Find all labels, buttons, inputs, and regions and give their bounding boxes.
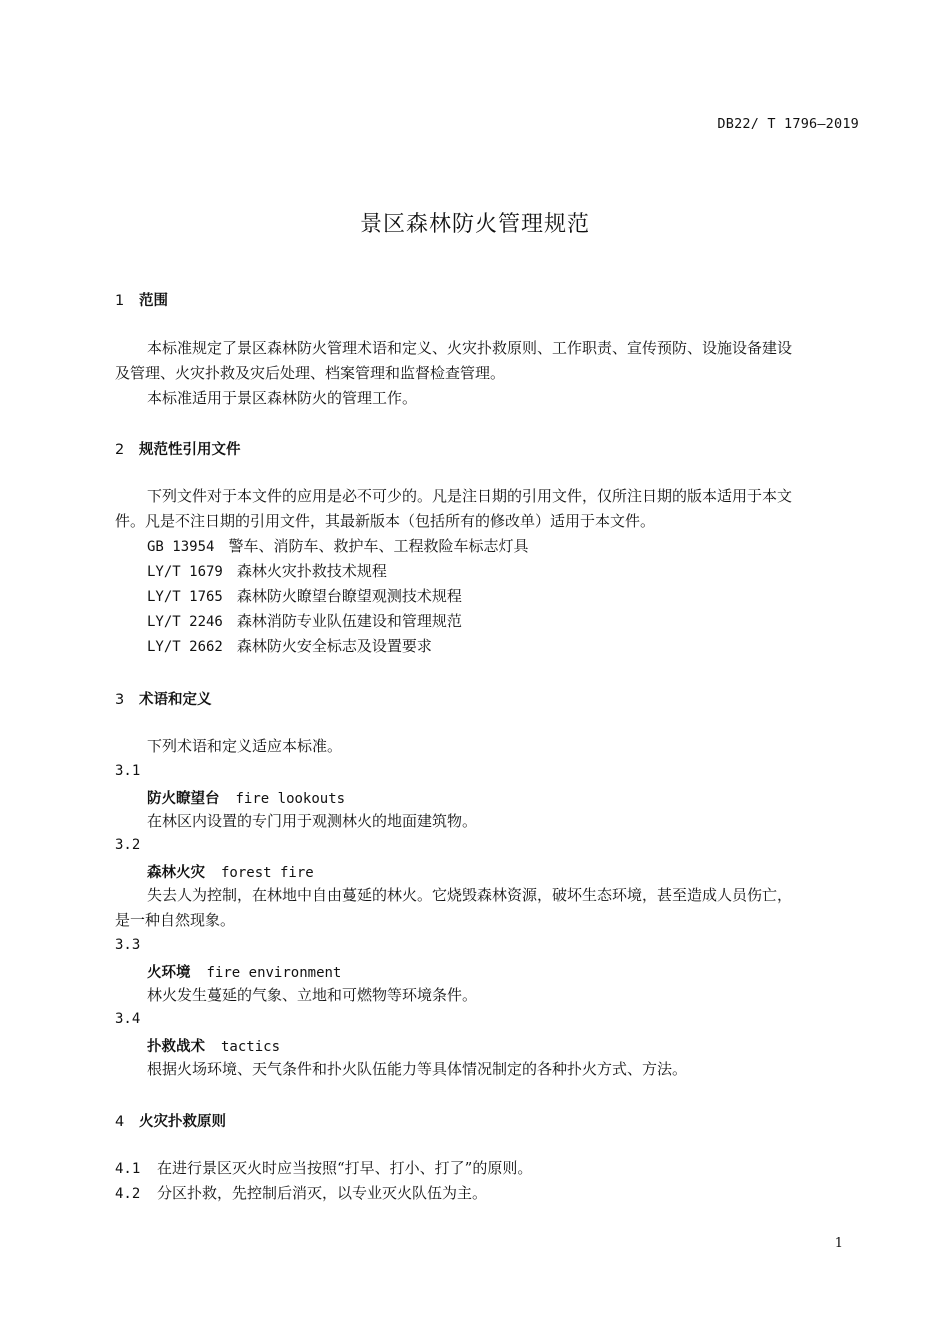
- term-number: 3.4: [115, 1011, 141, 1027]
- definition-line: 根据火场环境、天气条件和扑火队伍能力等具体情况制定的各种扑火方式、方法。: [147, 1060, 688, 1078]
- term-definition: [115, 809, 860, 834]
- term-heading: [147, 861, 314, 882]
- reference-item: [147, 635, 432, 656]
- clause-number: 4.2: [115, 1186, 141, 1202]
- clause-text: 在进行景区灭火时应当按照“打早、打小、打了”的原则。: [157, 1159, 533, 1177]
- section-3-intro: [115, 734, 860, 759]
- term-english: tactics: [221, 1039, 281, 1055]
- section-title: 术语和定义: [139, 692, 212, 708]
- section-title: 规范性引用文件: [139, 442, 241, 458]
- section-2-heading: [115, 438, 241, 459]
- term-heading: [147, 961, 341, 982]
- term-definition: [115, 983, 860, 1008]
- clause-number: 4.1: [115, 1161, 141, 1177]
- reference-item: [147, 610, 462, 631]
- term-heading: [147, 787, 345, 808]
- term-number: 3.2: [115, 837, 141, 853]
- reference-title: 森林消防专业队伍建设和管理规范: [236, 612, 462, 630]
- paragraph-line: 件。凡是不注日期的引用文件，其最新版本（包括所有的修改单）适用于本文件。: [115, 512, 656, 530]
- reference-title: 森林防火安全标志及设置要求: [236, 637, 432, 655]
- reference-code: LY/T 1765: [147, 589, 223, 605]
- section-title: 火灾扑救原则: [139, 1114, 226, 1130]
- clause-item: [115, 1182, 487, 1203]
- definition-line: 在林区内设置的专门用于观测林火的地面建筑物。: [147, 812, 478, 830]
- paragraph-line: 下列术语和定义适应本标准。: [147, 737, 343, 755]
- reference-item: [147, 560, 387, 581]
- clause-text: 分区扑救，先控制后消灭，以专业灭火队伍为主。: [157, 1184, 488, 1202]
- reference-item: [147, 535, 528, 556]
- reference-item: [147, 585, 462, 606]
- reference-title: 森林防火瞭望台瞭望观测技术规程: [236, 587, 462, 605]
- page-number: 1: [834, 1236, 843, 1251]
- term-chinese: 森林火灾: [147, 865, 205, 881]
- term-heading: [147, 1035, 280, 1056]
- term-chinese: 火环境: [147, 965, 191, 981]
- section-4-heading: [115, 1110, 226, 1131]
- term-number: 3.3: [115, 937, 141, 953]
- term-english: forest fire: [221, 865, 314, 881]
- section-3-heading: [115, 688, 212, 709]
- term-number: 3.1: [115, 763, 141, 779]
- term-definition: [115, 1057, 860, 1082]
- reference-title: 警车、消防车、救护车、工程救险车标志灯具: [228, 537, 529, 555]
- section-number: 1: [115, 293, 125, 309]
- reference-code: LY/T 2246: [147, 614, 223, 630]
- term-english: fire environment: [206, 965, 342, 981]
- term-chinese: 扑救战术: [147, 1039, 205, 1055]
- paragraph-line: 及管理、火灾扑救及灾后处理、档案管理和监督检查管理。: [115, 364, 506, 382]
- document-title: 景区森林防火管理规范: [359, 212, 590, 237]
- definition-line: 失去人为控制，在林地中自由蔓延的林火。它烧毁森林资源，破坏生态环境，甚至造成人员伤亡，: [147, 886, 793, 904]
- term-chinese: 防火瞭望台: [147, 791, 220, 807]
- reference-code: LY/T 1679: [147, 564, 223, 580]
- section-1-paragraph: [115, 336, 860, 411]
- paragraph-line: 下列文件对于本文件的应用是必不可少的。凡是注日期的引用文件，仅所注日期的版本适用于本文: [147, 487, 793, 505]
- clause-item: [115, 1157, 532, 1178]
- section-number: 4: [115, 1114, 125, 1130]
- section-number: 2: [115, 442, 125, 458]
- term-definition: [115, 883, 860, 933]
- paragraph-line: 本标准适用于景区森林防火的管理工作。: [147, 389, 418, 407]
- paragraph-line: 本标准规定了景区森林防火管理术语和定义、火灾扑救原则、工作职责、宣传预防、设施设备建设: [147, 339, 793, 357]
- section-1-heading: [115, 289, 168, 310]
- reference-code: LY/T 2662: [147, 639, 223, 655]
- definition-line: 是一种自然现象。: [115, 911, 236, 929]
- document-number: DB22/ T 1796—2019: [717, 116, 859, 132]
- section-2-paragraph: [115, 484, 860, 534]
- term-english: fire lookouts: [235, 791, 346, 807]
- reference-title: 森林火灾扑救技术规程: [236, 562, 387, 580]
- definition-line: 林火发生蔓延的气象、立地和可燃物等环境条件。: [147, 986, 478, 1004]
- section-number: 3: [115, 692, 125, 708]
- section-title: 范围: [139, 293, 168, 309]
- reference-code: GB 13954: [147, 539, 215, 555]
